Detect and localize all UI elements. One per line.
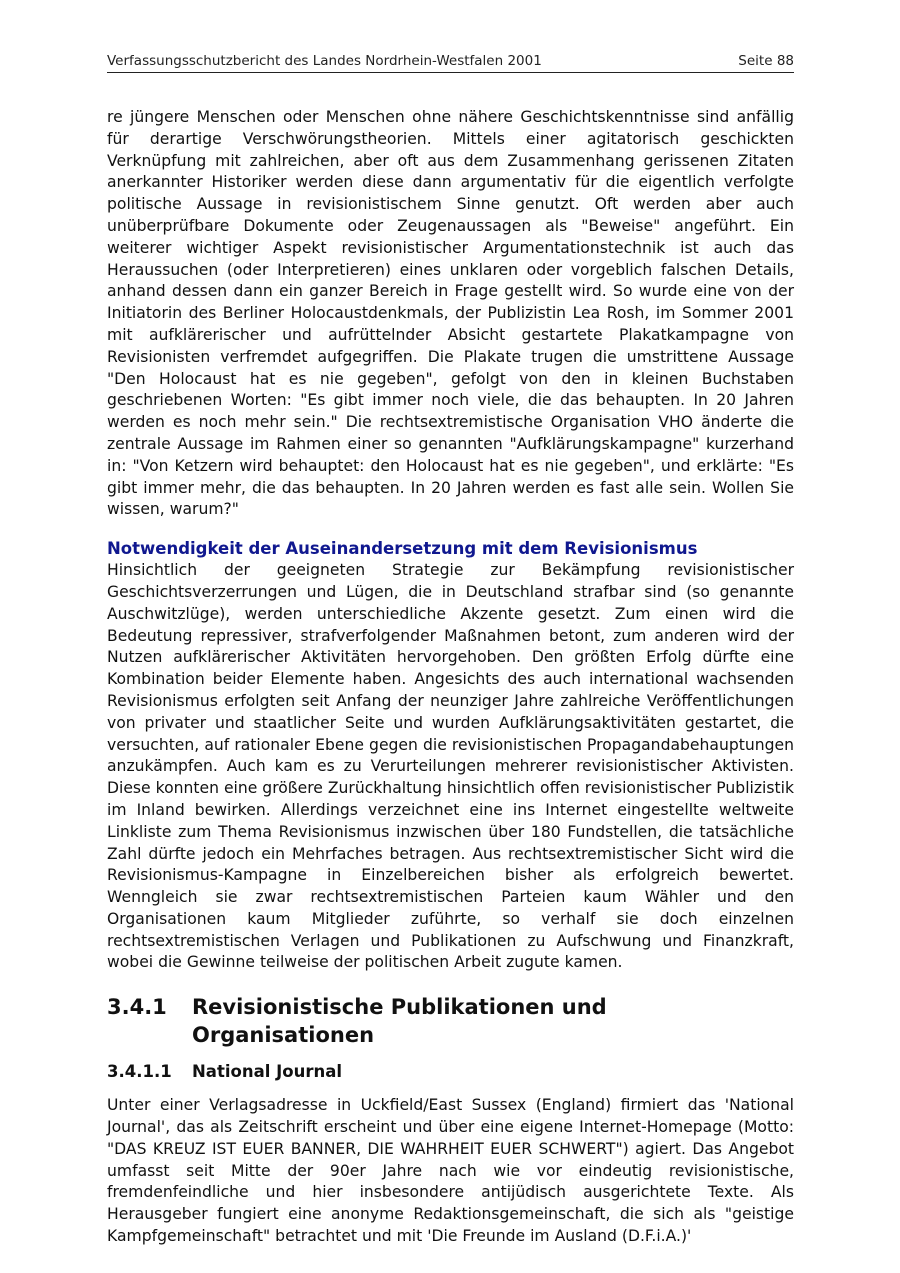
subsection-heading xyxy=(107,1061,794,1083)
subsection-number: 3.4.1.1 xyxy=(107,1062,172,1082)
subheading-revisionism: Notwendigkeit der Auseinandersetzung mit dem Revisionismus xyxy=(107,539,698,559)
section-heading xyxy=(107,993,794,1049)
section-number: 3.4.1 xyxy=(107,995,167,1020)
section-title: Revisionistische Publikationen und Organisationen xyxy=(192,995,607,1048)
paragraph-necessity: Hinsichtlich der geeigneten Strategie zur Bekämpfung revisionistischer Geschichtsverzerrungen und Lügen, die in Deutschland strafbar sind (so genannte Auschwitzlüge), werden unterschiedliche Akzente gesetzt. Zum einen wird die Bedeutung repressiver, strafverfolgender Maßnahmen betont, zum anderen wird der Nutzen aufklärerischer Aktivitäten hervorgehoben. Den größten Erfolg dürfte eine Kombination beider Elemente haben. Angesichts des auch international wachsenden Revisionismus erfolgten seit Anfang der neunziger Jahre zahlreiche Veröffentlichungen von privater und staatlicher Seite und wurden Aufklärungsaktivitäten gestartet, die versuchten, auf rationaler Ebene gegen die revisionistischen Propagandabehauptungen anzukämpfen. Auch kam es zu Verurteilungen mehrerer revisionistischer Aktivisten. Diese konnten eine größere Zurückhaltung hinsichtlich offen revisionistischer Publizistik im Inland bewirken. Allerdings verzeichnet eine ins Internet eingestellte weltweite Linkliste zum Thema Revisionismus inzwischen über 180 Fundstellen, die tatsächliche Zahl dürfte jedoch ein Mehrfaches betragen. Aus rechtsextremistischer Sicht wird die Revisionismus-Kampagne in Einzelbereichen bisher als erfolgreich bewertet. Wenngleich sie zwar rechtsextremistischen Parteien kaum Wähler und den Organisationen kaum Mitglieder zuführte, so verhalf sie doch einzelnen rechtsextremistischen Verlagen und Publikationen zu Aufschwung und Finanzkraft, wobei die Gewinne teilweise der politischen Arbeit zugute kamen. xyxy=(107,561,794,972)
document-page xyxy=(107,52,794,1248)
paragraph-national-journal: Unter einer Verlagsadresse in Uckfield/East Sussex (England) firmiert das 'National Journal', das als Zeitschrift erscheint und über eine eigene Internet-Homepage (Motto: "DAS KREUZ IST EUER BANNER, DIE WAHRHEIT EUER SCHWERT") agiert. Das Angebot umfasst seit Mitte der 90er Jahre nach wie vor eindeutig revisionistische, fremdenfeindliche und hier insbesondere antijüdisch ausgerichtete Texte. Als Herausgeber fungiert eine anonyme Redaktionsgemeinschaft, die sich als "geistige Kampfgemeinschaft" betrachtet und mit 'Die Freunde im Ausland (D.F.i.A.)' xyxy=(107,1096,794,1246)
page-number: Seite 88 xyxy=(738,53,794,69)
paragraph-intro: re jüngere Menschen oder Menschen ohne nähere Geschichtskenntnisse sind anfällig für derartige Verschwörungstheorien. Mittels einer agitatorisch geschickten Verknüpfung mit zahlreichen, aber oft aus dem Zusammenhang gerissenen Zitaten anerkannter Historiker werden diese dann argumentativ für die eigentlich verfolgte politische Aussage in revisionistischem Sinne genutzt. Oft werden aber auch unüberprüfbare Dokumente oder Zeugenaussagen als "Beweise" angeführt. Ein weiterer wichtiger Aspekt revisionistischer Argumentationstechnik ist auch das Heraussuchen (oder Interpretieren) eines unklaren oder vorgeblich falschen Details, anhand dessen dann ein ganzer Bereich in Frage gestellt wird. So wurde eine von der Initiatorin des Berliner Holocaustdenkmals, der Publizistin Lea Rosh, im Sommer 2001 mit aufklärerischer und aufrüttelnder Absicht gestartete Plakatkampagne von Revisionisten verfremdet aufgegriffen. Die Plakate trugen die umstrittene Aussage "Den Holocaust hat es nie gegeben", gefolgt von den in kleinen Buchstaben geschriebenen Worten: "Es gibt immer noch viele, die das behaupten. In 20 Jahren werden es noch mehr sein." Die rechtsextremistische Organisation VHO änderte die zentrale Aussage im Rahmen einer so genannten "Aufklärungskampagne" kurzerhand in: "Von Ketzern wird behauptet: den Holocaust hat es nie gegeben", und erklärte: "Es gibt immer mehr, die das behaupten. In 20 Jahren werden es fast alle sein. Wollen Sie wissen, warum?" xyxy=(107,108,794,519)
running-header xyxy=(107,52,794,73)
header-title: Verfassungsschutzbericht des Landes Nordrhein-Westfalen 2001 xyxy=(107,53,542,69)
subsection-title: National Journal xyxy=(192,1062,342,1082)
